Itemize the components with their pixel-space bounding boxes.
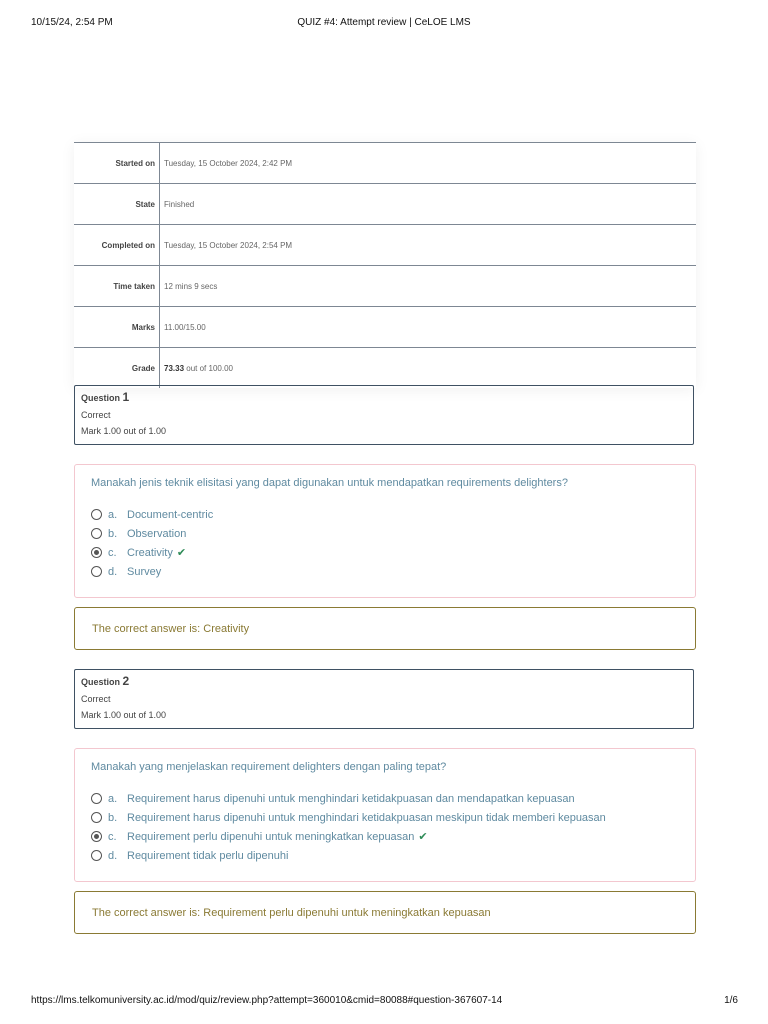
page-number: 1/6 <box>724 995 738 1006</box>
option-text: Document-centric <box>127 508 214 521</box>
question-number <box>81 674 687 688</box>
question-mark: Mark 1.00 out of 1.00 <box>81 710 167 720</box>
summary-row-state <box>74 184 696 225</box>
radio-button-selected[interactable] <box>91 831 102 842</box>
summary-row-grade <box>74 348 696 389</box>
question-label: Question <box>81 393 121 403</box>
check-icon: ✔ <box>176 547 187 559</box>
question-status: Correct <box>81 410 111 420</box>
answer-option-c[interactable] <box>91 827 679 846</box>
print-page-title: QUIZ #4: Attempt review | CeLOE LMS <box>297 17 471 28</box>
answer-option-a[interactable] <box>91 789 679 808</box>
option-text: Requirement perlu dipenuhi untuk meningkatkan kepuasan <box>127 830 415 843</box>
check-icon: ✔ <box>418 831 428 843</box>
option-letter: c. <box>108 830 117 843</box>
answer-option-b[interactable] <box>91 808 679 827</box>
option-text: Requirement harus dipenuhi untuk menghindari ketidakpuasan dan mendapatkan kepuasan <box>127 792 575 805</box>
correct-answer-text: The correct answer is: Requirement perlu dipenuhi untuk meningkatkan kepuasan <box>92 906 491 919</box>
option-text: Creativity <box>127 546 173 559</box>
summary-label: Time taken <box>74 266 160 307</box>
option-text: Survey <box>127 565 162 578</box>
answer-option-b[interactable] <box>91 524 679 543</box>
question-2-content <box>74 748 696 882</box>
summary-row-marks <box>74 307 696 348</box>
radio-button[interactable] <box>91 793 102 804</box>
print-timestamp: 10/15/24, 2:54 PM <box>31 17 113 28</box>
summary-row-time-taken <box>74 266 696 307</box>
radio-button[interactable] <box>91 566 102 577</box>
page-url: https://lms.telkomuniversity.ac.id/mod/quiz/review.php?attempt=360010&cmid=80088#question-367607-14 <box>31 995 503 1006</box>
summary-row-started <box>74 143 696 184</box>
summary-label: Marks <box>74 307 160 348</box>
radio-button-selected[interactable] <box>91 547 102 558</box>
attempt-summary-table <box>74 142 696 388</box>
grade-value: 73.33 <box>164 363 185 373</box>
summary-row-completed <box>74 225 696 266</box>
option-letter: c. <box>108 546 117 559</box>
option-text: Requirement tidak perlu dipenuhi <box>127 849 289 862</box>
summary-label: Completed on <box>74 225 160 266</box>
summary-value: Tuesday, 15 October 2024, 2:54 PM <box>160 225 697 266</box>
summary-value: 11.00/15.00 <box>160 307 697 348</box>
summary-label: State <box>74 184 160 225</box>
question-number-value: 1 <box>122 390 130 404</box>
option-letter: d. <box>108 849 118 862</box>
summary-value: Finished <box>160 184 697 225</box>
question-number <box>81 390 687 404</box>
question-2-info <box>74 669 694 729</box>
question-2-feedback <box>74 891 696 934</box>
option-letter: b. <box>108 811 118 824</box>
summary-value: Tuesday, 15 October 2024, 2:42 PM <box>160 143 697 184</box>
question-label: Question <box>81 677 121 687</box>
radio-button[interactable] <box>91 528 102 539</box>
option-letter: d. <box>108 565 118 578</box>
option-letter: a. <box>108 508 118 521</box>
question-mark: Mark 1.00 out of 1.00 <box>81 426 167 436</box>
summary-value <box>160 348 697 389</box>
correct-answer-text: The correct answer is: Creativity <box>92 622 250 635</box>
question-1-info <box>74 385 694 445</box>
option-letter: b. <box>108 527 118 540</box>
summary-label: Started on <box>74 143 160 184</box>
answer-option-a[interactable] <box>91 505 679 524</box>
question-1-content <box>74 464 696 598</box>
summary-value: 12 mins 9 secs <box>160 266 697 307</box>
radio-button[interactable] <box>91 812 102 823</box>
question-1-feedback <box>74 607 696 650</box>
radio-button[interactable] <box>91 509 102 520</box>
grade-suffix: out of 100.00 <box>186 363 233 373</box>
answer-option-d[interactable] <box>91 846 679 865</box>
answer-option-d[interactable] <box>91 562 679 581</box>
radio-button[interactable] <box>91 850 102 861</box>
question-number-value: 2 <box>122 674 130 688</box>
question-text: Manakah jenis teknik elisitasi yang dapat digunakan untuk mendapatkan requirements delighters? <box>91 477 568 489</box>
question-status: Correct <box>81 694 111 704</box>
option-text: Observation <box>127 527 187 540</box>
option-letter: a. <box>108 792 118 805</box>
answer-option-c[interactable] <box>91 543 679 562</box>
question-text: Manakah yang menjelaskan requirement delighters dengan paling tepat? <box>91 761 447 773</box>
option-text: Requirement harus dipenuhi untuk menghindari ketidakpuasan meskipun tidak memberi kepuasan <box>127 811 606 824</box>
summary-label: Grade <box>74 348 160 389</box>
